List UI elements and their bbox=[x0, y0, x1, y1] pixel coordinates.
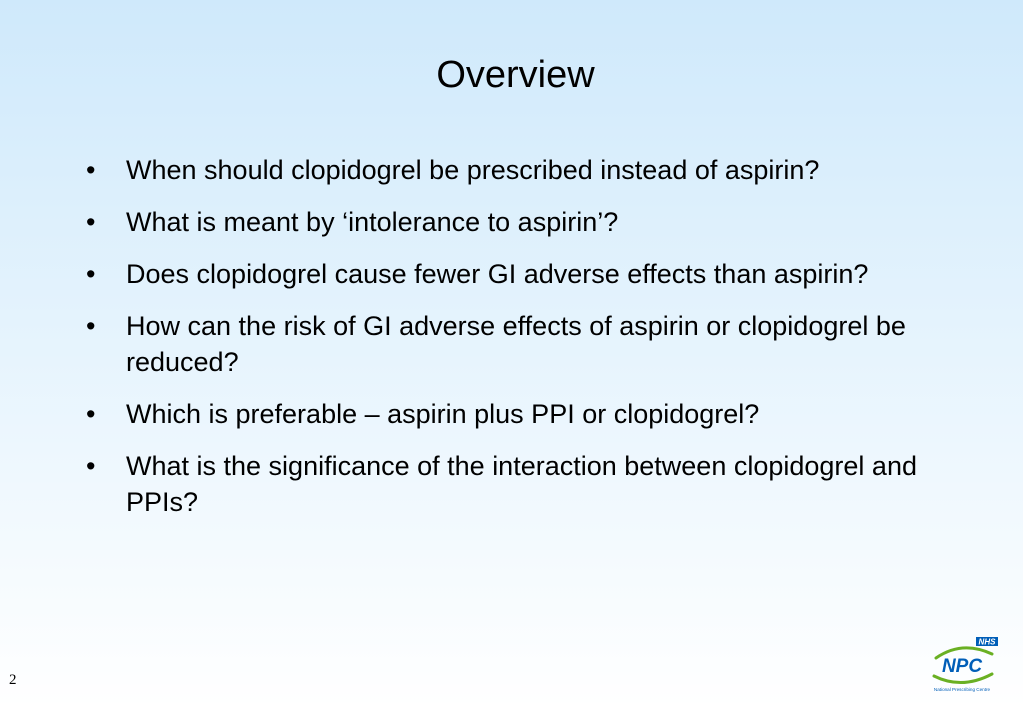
bullet-item bbox=[86, 448, 956, 520]
npc-logo bbox=[922, 636, 1002, 694]
bullet-item bbox=[86, 308, 956, 380]
page-number: 2 bbox=[9, 672, 17, 688]
npc-text: NPC bbox=[941, 656, 983, 677]
npc-subtitle: National Prescribing Centre bbox=[933, 687, 991, 692]
bullet-marker: • bbox=[86, 207, 96, 237]
bullet-text: What is meant by ‘intolerance to aspirin’? bbox=[126, 207, 619, 237]
bullet-list bbox=[86, 152, 956, 536]
bullet-marker: • bbox=[86, 311, 96, 341]
bullet-text: What is the significance of the interaction between clopidogrel and PPIs? bbox=[126, 451, 917, 517]
bullet-item bbox=[86, 152, 956, 188]
bullet-marker: • bbox=[86, 399, 96, 429]
bullet-item bbox=[86, 256, 956, 292]
slide-title: Overview bbox=[436, 54, 595, 96]
bullet-text: How can the risk of GI adverse effects of aspirin or clopidogrel be reduced? bbox=[126, 311, 906, 377]
nhs-text: NHS bbox=[978, 637, 996, 647]
bullet-item bbox=[86, 396, 956, 432]
bullet-item bbox=[86, 204, 956, 240]
bullet-marker: • bbox=[86, 451, 96, 481]
bullet-text: Does clopidogrel cause fewer GI adverse effects than aspirin? bbox=[126, 259, 869, 289]
bullet-marker: • bbox=[86, 259, 96, 289]
bullet-marker: • bbox=[86, 155, 96, 185]
bullet-text: Which is preferable – aspirin plus PPI or clopidogrel? bbox=[126, 399, 760, 429]
bullet-text: When should clopidogrel be prescribed instead of aspirin? bbox=[126, 155, 820, 185]
